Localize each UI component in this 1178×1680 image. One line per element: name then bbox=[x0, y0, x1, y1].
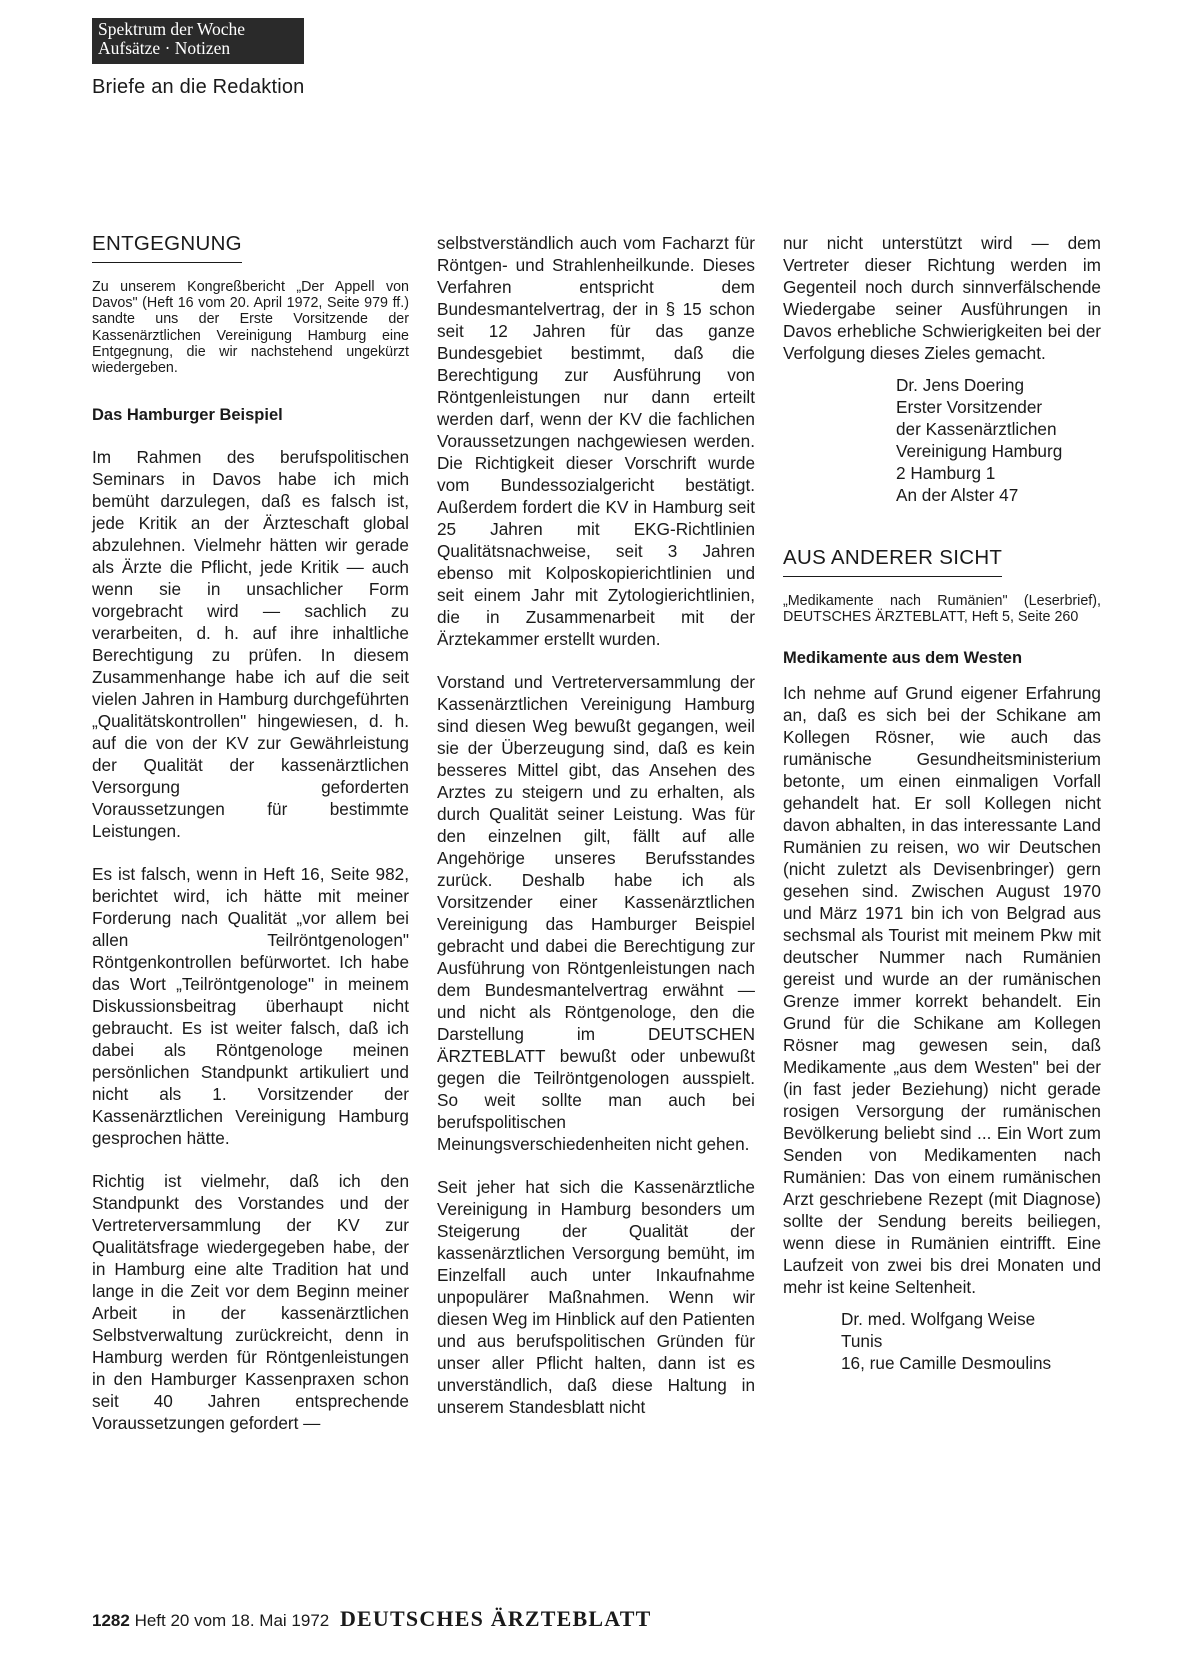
signature-line: Erster Vorsitzender bbox=[896, 397, 1043, 417]
signature-line: Dr. med. Wolfgang Weise bbox=[841, 1309, 1036, 1330]
signature-line: Vereinigung Hamburg bbox=[896, 441, 1063, 461]
article-subhead: Das Hamburger Beispiel bbox=[92, 406, 283, 425]
issue-info: Heft 20 vom 18. Mai 1972 bbox=[134, 1611, 330, 1630]
signature-line: Dr. Jens Doering bbox=[896, 375, 1025, 395]
column-2 bbox=[437, 232, 755, 1418]
signature-line: 2 Hamburg 1 bbox=[896, 463, 996, 483]
signature-line: 16, rue Camille Desmoulins bbox=[841, 1353, 1052, 1374]
article-intro: Zu unserem Kongreßbericht „Der Appell von Davos" (Heft 16 vom 20. April 1972, Seite 979 ff.) sandte uns der Erste Vorsitzende der Kassenärztlichen Vereinigung Hamburg eine Entgegnung, die wir nachstehend ungekürzt wiedergeben. bbox=[92, 279, 409, 377]
signature-block-weise bbox=[841, 1308, 1101, 1374]
page-number: 1282 bbox=[92, 1611, 130, 1630]
signature-line: Tunis bbox=[841, 1331, 883, 1352]
column-3 bbox=[783, 232, 1101, 1374]
paragraph: Ich nehme auf Grund eigener Erfahrung an, daß es sich bei der Schikane am Kollegen Rösner, wie auch das rumänische Gesundheitsministerium betonte, um einen einmaligen Vorfall gehandelt hat. Er soll Kollegen nicht davon abhalten, in das interessante Land Rumänien zu reisen, wo wir Deutschen (nicht zuletzt als Devisenbringer) gern gesehen sind. Zwischen August 1970 und März 1971 bin ich von Belgrad aus sechsmal als Tourist mit meinem Pkw mit deutscher Nummer nach Rumänien gereist und wurde an der rumänischen Grenze immer korrekt behandelt. Ein Grund für die Schikane am Kollegen Rösner mag gewesen sein, daß Medikamente „aus dem Westen" bei der (in fast jeder Beziehung) nicht gerade rosigen Versorgung der rumänischen Bevölkerung beliebt sind ... Ein Wort zum Senden von Medikamenten nach Rumänien: Das von einem rumänischen Arzt geschriebene Rezept (mit Diagnose) sollte der Sendung bereits beiliegen, wenn diese in Rumänien eintrifft. Eine Laufzeit von zwei bis drei Monaten und mehr ist keine Seltenheit. bbox=[783, 683, 1101, 1298]
section-label-box bbox=[92, 18, 304, 64]
paragraph: Es ist falsch, wenn in Heft 16, Seite 982, berichtet wird, ich hätte mit meiner Forderung nach Qualität „vor allem bei allen Teilröntgenologen" Röntgenkontrollen befürwortet. Ich habe das Wort „Teilröntgenologe" in meinem Diskussionsbeitrag überhaupt nicht gebraucht. Es ist weiter falsch, daß ich dabei als Röntgenologe meinen persönlichen Standpunkt artikuliert und nicht als 1. Vorsitzender der Kassenärztlichen Vereinigung Hamburg gesprochen hätte. bbox=[92, 864, 409, 1149]
section-title: Briefe an die Redaktion bbox=[92, 76, 305, 98]
signature-line: der Kassenärztlichen bbox=[896, 419, 1057, 439]
article-heading-entgegnung: ENTGEGNUNG bbox=[92, 232, 242, 263]
paragraph: Im Rahmen des berufspolitischen Seminars in Davos habe ich mich bemüht darzulegen, daß es falsch ist, jede Kritik an der Ärzteschaft global abzulehnen. Vielmehr hätten wir gerade als Ärzte die Pflicht, jede Kritik — auch wenn sie in unsachlicher Form vorgebracht wird — sachlich zu verarbeiten, d. h. auf ihre inhaltliche Berechtigung zu prüfen. In diesem Zusammenhange habe ich auf die seit vielen Jahren in Hamburg durchgeführten „Qualitätskontrollen" hingewiesen, d. h. auf die von der KV zur Gewährleistung der Qualität der kassenärztlichen Versorgung geforderten Voraussetzungen für bestimmte Leistungen. bbox=[92, 447, 409, 842]
article-subhead: Medikamente aus dem Westen bbox=[783, 649, 1023, 668]
paragraph: Seit jeher hat sich die Kassenärztliche Vereinigung in Hamburg besonders um Steigerung der Qualität der kassenärztlichen Versorgung bemüht, im Einzelfall auch unter Inkaufnahme unpopulärer Maßnahmen. Wenn wir diesen Weg im Hinblick auf den Patienten und aus berufspolitischen Gründen für unser aller Pflicht halten, dann ist es unverständlich, daß diese Haltung in unserem Standesblatt nicht bbox=[437, 1177, 755, 1417]
signature-line: An der Alster 47 bbox=[896, 485, 1019, 505]
magazine-title: DEUTSCHES ÄRZTEBLATT bbox=[339, 1606, 652, 1631]
signature-block-doering bbox=[896, 374, 1101, 506]
article-intro: „Medikamente nach Rumänien" (Leserbrief), DEUTSCHES ÄRZTEBLATT, Heft 5, Seite 260 bbox=[783, 593, 1101, 626]
paragraph: Richtig ist vielmehr, daß ich den Standpunkt des Vorstandes und der Vertreterversammlung der KV zur Qualitätsfrage wiedergegeben habe, der in Hamburg eine alte Tradition hat und lange in die Zeit vor dem Beginn meiner Arbeit in der kassenärztlichen Selbstverwaltung zurückreicht, denn in Hamburg werden für Röntgenleistungen in den Hamburger Kassenpraxen schon seit 40 Jahren entsprechende Voraussetzungen gefordert — bbox=[92, 1171, 409, 1434]
paragraph: Vorstand und Vertreterversammlung der Kassenärztlichen Vereinigung Hamburg sind diesen Weg bewußt gegangen, weil sie der Überzeugung sind, daß es kein besseres Mittel gibt, das Ansehen des Arztes zu steigern und zu erhalten, als durch Qualität seiner Leistung. Was für den einzelnen gilt, fällt auf alle Angehörige unseres Berufsstandes zurück. Deshalb habe ich als Vorsitzender einer Kassenärztlichen Vereinigung das Hamburger Beispiel gebracht und dabei die Berechtigung zur Ausführung von Röntgenleistungen nach dem Bundesmantelvertrag erwähnt — und nicht als Röntgenologe, den die Darstellung im DEUTSCHEN ÄRZTEBLATT bewußt oder unbewußt gegen die Teilröntgenologen ausspielt. So weit sollte man auch bei berufspolitischen Meinungsverschiedenheiten nicht gehen. bbox=[437, 672, 755, 1154]
section-label-line1: Spektrum der Woche bbox=[98, 19, 245, 39]
section-label-line2: Aufsätze · Notizen bbox=[98, 38, 231, 58]
paragraph: nur nicht unterstützt wird — dem Vertreter dieser Richtung werden im Gegenteil noch durch sinnverfälschende Wiedergabe seiner Ausführungen in Davos erhebliche Schwierigkeiten bei der Verfolgung dieses Zieles gemacht. bbox=[783, 233, 1101, 363]
paragraph: selbstverständlich auch vom Facharzt für Röntgen- und Strahlenheilkunde. Dieses Verfahren entspricht dem Bundesmantelvertrag, der in § 15 schon seit 12 Jahren für das ganze Bundesgebiet bestimmt, daß die Berechtigung zur Ausführung von Röntgenleistungen nur dann erteilt werden darf, wenn der KV die fachlichen Voraussetzungen nachgewiesen werden. Die Richtigkeit dieser Vorschrift wurde vom Bundessozialgericht bestätigt. Außerdem fordert die KV in Hamburg seit 25 Jahren mit EKG-Richtlinien Qualitätsnachweise, seit 3 Jahren ebenso mit Kolposkopierichtlinien und seit einem Jahr mit Zytologierichtlinien, die in Zusammenarbeit mit der Ärztekammer erstellt wurden. bbox=[437, 233, 755, 649]
page-footer bbox=[92, 1606, 651, 1632]
article-heading-aus-anderer-sicht: AUS ANDERER SICHT bbox=[783, 546, 1002, 577]
column-1 bbox=[92, 232, 409, 1434]
